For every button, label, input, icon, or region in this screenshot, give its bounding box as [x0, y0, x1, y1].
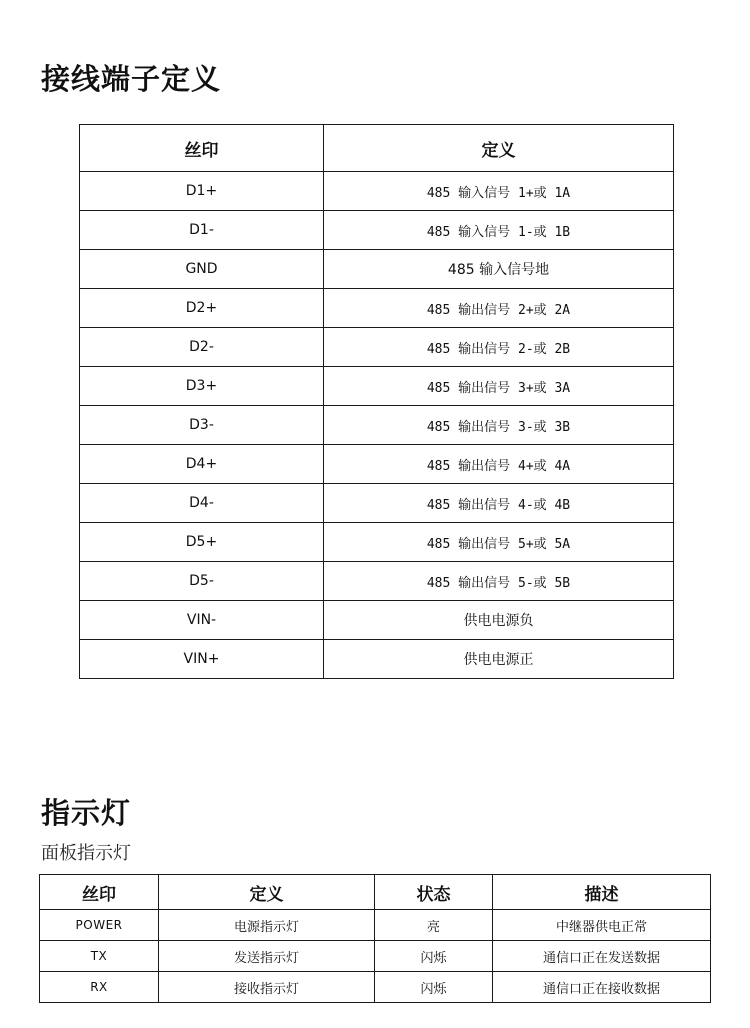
table-row: [80, 484, 674, 523]
header-status: 状态: [375, 875, 493, 910]
definition-cell: 485 输出信号 5-或 5B: [324, 562, 674, 601]
table-row: [80, 211, 674, 250]
table-row: [80, 523, 674, 562]
definition-cell: 485 输出信号 3-或 3B: [324, 406, 674, 445]
terminal-section-title: 接线端子定义: [41, 62, 222, 96]
header-definition: 定义: [324, 125, 674, 172]
table-header-row: [40, 875, 711, 910]
table-row: [80, 406, 674, 445]
definition-cell: 接收指示灯: [159, 972, 375, 1003]
table-header-row: [80, 125, 674, 172]
definition-cell: 485 输入信号 1-或 1B: [324, 211, 674, 250]
definition-cell: 供电电源负: [324, 601, 674, 640]
header-description: 描述: [493, 875, 711, 910]
indicator-table-body: [40, 910, 711, 1003]
definition-cell: 485 输出信号 4-或 4B: [324, 484, 674, 523]
silkscreen-cell: D5-: [80, 562, 324, 601]
silkscreen-cell: D1+: [80, 172, 324, 211]
status-cell: 闪烁: [375, 941, 493, 972]
description-cell: 中继器供电正常: [493, 910, 711, 941]
description-cell: 通信口正在接收数据: [493, 972, 711, 1003]
silkscreen-cell: D1-: [80, 211, 324, 250]
definition-cell: 电源指示灯: [159, 910, 375, 941]
silkscreen-cell: D2+: [80, 289, 324, 328]
definition-cell: 485 输出信号 3+或 3A: [324, 367, 674, 406]
silkscreen-cell: D2-: [80, 328, 324, 367]
table-row: [40, 941, 711, 972]
silkscreen-cell: D5+: [80, 523, 324, 562]
silkscreen-cell: D4+: [80, 445, 324, 484]
definition-cell: 485 输出信号 4+或 4A: [324, 445, 674, 484]
indicator-section-subtitle: 面板指示灯: [41, 843, 131, 864]
terminal-definition-table: [79, 124, 674, 679]
silkscreen-cell: VIN-: [80, 601, 324, 640]
silkscreen-cell: TX: [40, 941, 159, 972]
table-row: [80, 250, 674, 289]
silkscreen-cell: RX: [40, 972, 159, 1003]
silkscreen-cell: D4-: [80, 484, 324, 523]
definition-cell: 发送指示灯: [159, 941, 375, 972]
silkscreen-cell: POWER: [40, 910, 159, 941]
silkscreen-cell: GND: [80, 250, 324, 289]
status-cell: 亮: [375, 910, 493, 941]
header-silkscreen: 丝印: [40, 875, 159, 910]
description-cell: 通信口正在发送数据: [493, 941, 711, 972]
table-row: [40, 972, 711, 1003]
table-row: [80, 367, 674, 406]
definition-cell: 485 输入信号地: [324, 250, 674, 289]
definition-cell: 供电电源正: [324, 640, 674, 679]
definition-cell: 485 输入信号 1+或 1A: [324, 172, 674, 211]
table-row: [80, 562, 674, 601]
table-row: [80, 601, 674, 640]
indicator-section-title: 指示灯: [41, 796, 132, 830]
definition-cell: 485 输出信号 5+或 5A: [324, 523, 674, 562]
definition-cell: 485 输出信号 2-或 2B: [324, 328, 674, 367]
silkscreen-cell: D3+: [80, 367, 324, 406]
definition-cell: 485 输出信号 2+或 2A: [324, 289, 674, 328]
silkscreen-cell: VIN+: [80, 640, 324, 679]
table-row: [40, 910, 711, 941]
table-row: [80, 445, 674, 484]
silkscreen-cell: D3-: [80, 406, 324, 445]
table-row: [80, 328, 674, 367]
table-row: [80, 172, 674, 211]
table-row: [80, 640, 674, 679]
table-row: [80, 289, 674, 328]
terminal-table-body: [80, 172, 674, 679]
indicator-table: [39, 874, 711, 1003]
header-silkscreen: 丝印: [80, 125, 324, 172]
header-definition: 定义: [159, 875, 375, 910]
status-cell: 闪烁: [375, 972, 493, 1003]
